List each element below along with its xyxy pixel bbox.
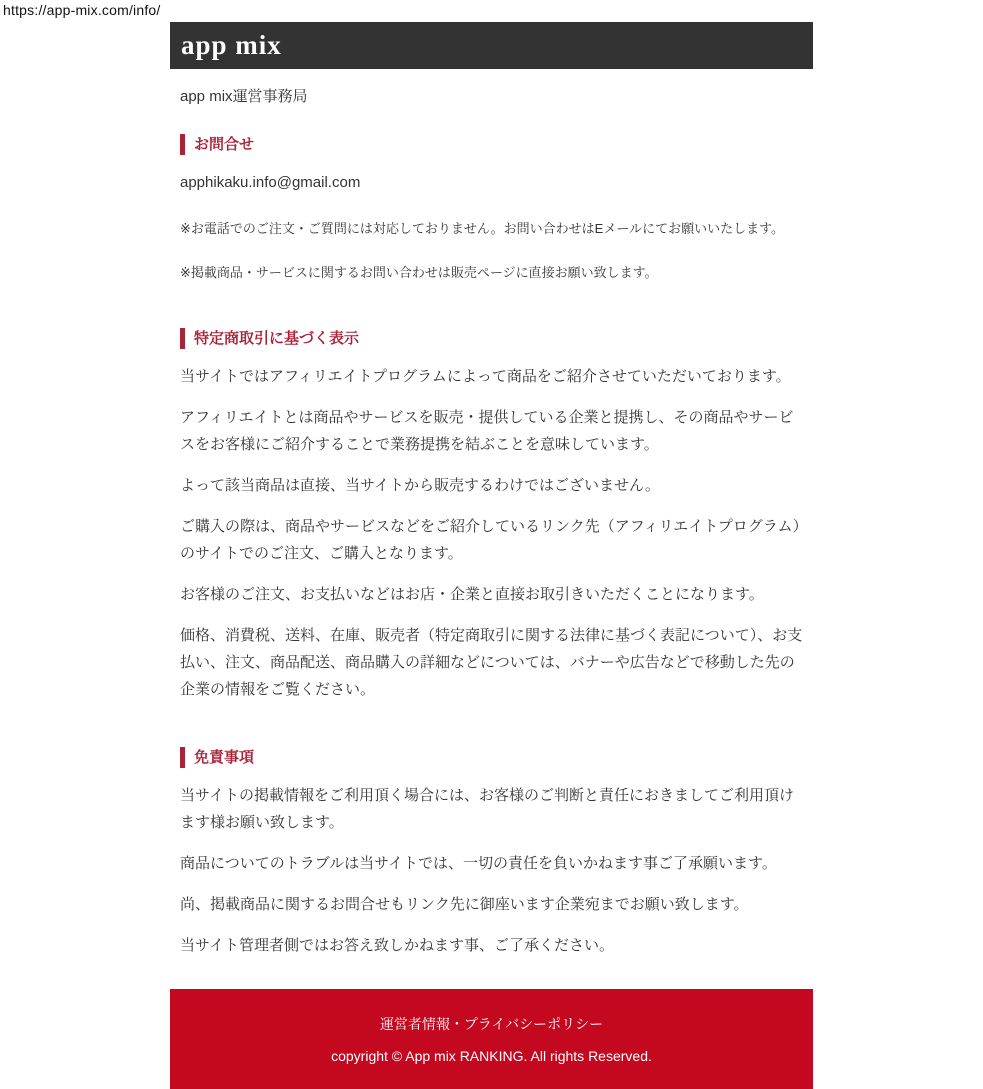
contact-note: ※お電話でのご注文・ご質問には対応しておりません。お問い合わせはEメールにてお願いいたします。 — [180, 221, 785, 236]
browser-url-text: https://app-mix.com/info/ — [3, 2, 161, 18]
footer-privacy-link[interactable]: 運営者情報・プライバシーポリシー — [379, 1015, 604, 1032]
section-contact — [180, 134, 803, 284]
contact-note: ※掲載商品・サービスに関するお問い合わせは販売ページに直接お願い致します。 — [180, 264, 658, 280]
page-footer — [170, 989, 813, 1089]
main-content — [170, 83, 813, 959]
disclaimer-paragraph: 尚、掲載商品に関するお問合せもリンク先に御座います企業宛までお願い致します。 — [180, 895, 749, 913]
operator-text: app mix運営事務局 — [180, 88, 308, 105]
contact-email-text: apphikaku.info@gmail.com — [180, 174, 361, 191]
tokutei-paragraph: お客様のご注文、お支払いなどはお店・企業と直接お取引きいただくことになります。 — [180, 585, 764, 603]
disclaimer-paragraph: 当サイト管理者側ではお答え致しかねます事、ご了承ください。 — [180, 936, 614, 954]
disclaimer-paragraph: 当サイトの掲載情報をご利用頂く場合には、お客様のご判断と責任におきましてご利用頂けます様お願い致します。 — [180, 786, 794, 831]
footer-copyright-text: copyright © App mix RANKING. All rights Reserved. — [331, 1047, 652, 1064]
section-tokutei — [180, 328, 803, 703]
tokutei-paragraph: 価格、消費税、送料、在庫、販売者（特定商取引に関する法律に基づく表記について）、お支払い、注文、商品配送、商品購入の詳細などについては、バナーや広告などで移動した先の企業の情報をご覧ください。 — [180, 626, 803, 698]
site-logo[interactable]: app mix — [181, 30, 282, 60]
tokutei-heading: 特定商取引に基づく表示 — [180, 328, 803, 349]
contact-heading: お問合せ — [180, 134, 803, 155]
tokutei-paragraph: ご購入の際は、商品やサービスなどをご紹介しているリンク先（アフィリエイトプログラム）のサイトでのご注文、ご購入となります。 — [180, 517, 801, 562]
tokutei-paragraph: よって該当商品は直接、当サイトから販売するわけではございません。 — [180, 476, 660, 494]
site-header — [170, 22, 813, 69]
tokutei-paragraph: 当サイトではアフィリエイトプログラムによって商品をご紹介させていただいております。 — [180, 367, 791, 385]
section-disclaimer — [180, 747, 803, 959]
disclaimer-paragraph: 商品についてのトラブルは当サイトでは、一切の責任を負いかねます事ご了承願います。 — [180, 854, 777, 872]
page-container — [170, 0, 813, 1089]
disclaimer-heading: 免責事項 — [180, 747, 803, 768]
tokutei-paragraph: アフィリエイトとは商品やサービスを販売・提供している企業と提携し、その商品やサービスをお客様にご紹介することで業務提携を結ぶことを意味しています。 — [180, 408, 794, 453]
